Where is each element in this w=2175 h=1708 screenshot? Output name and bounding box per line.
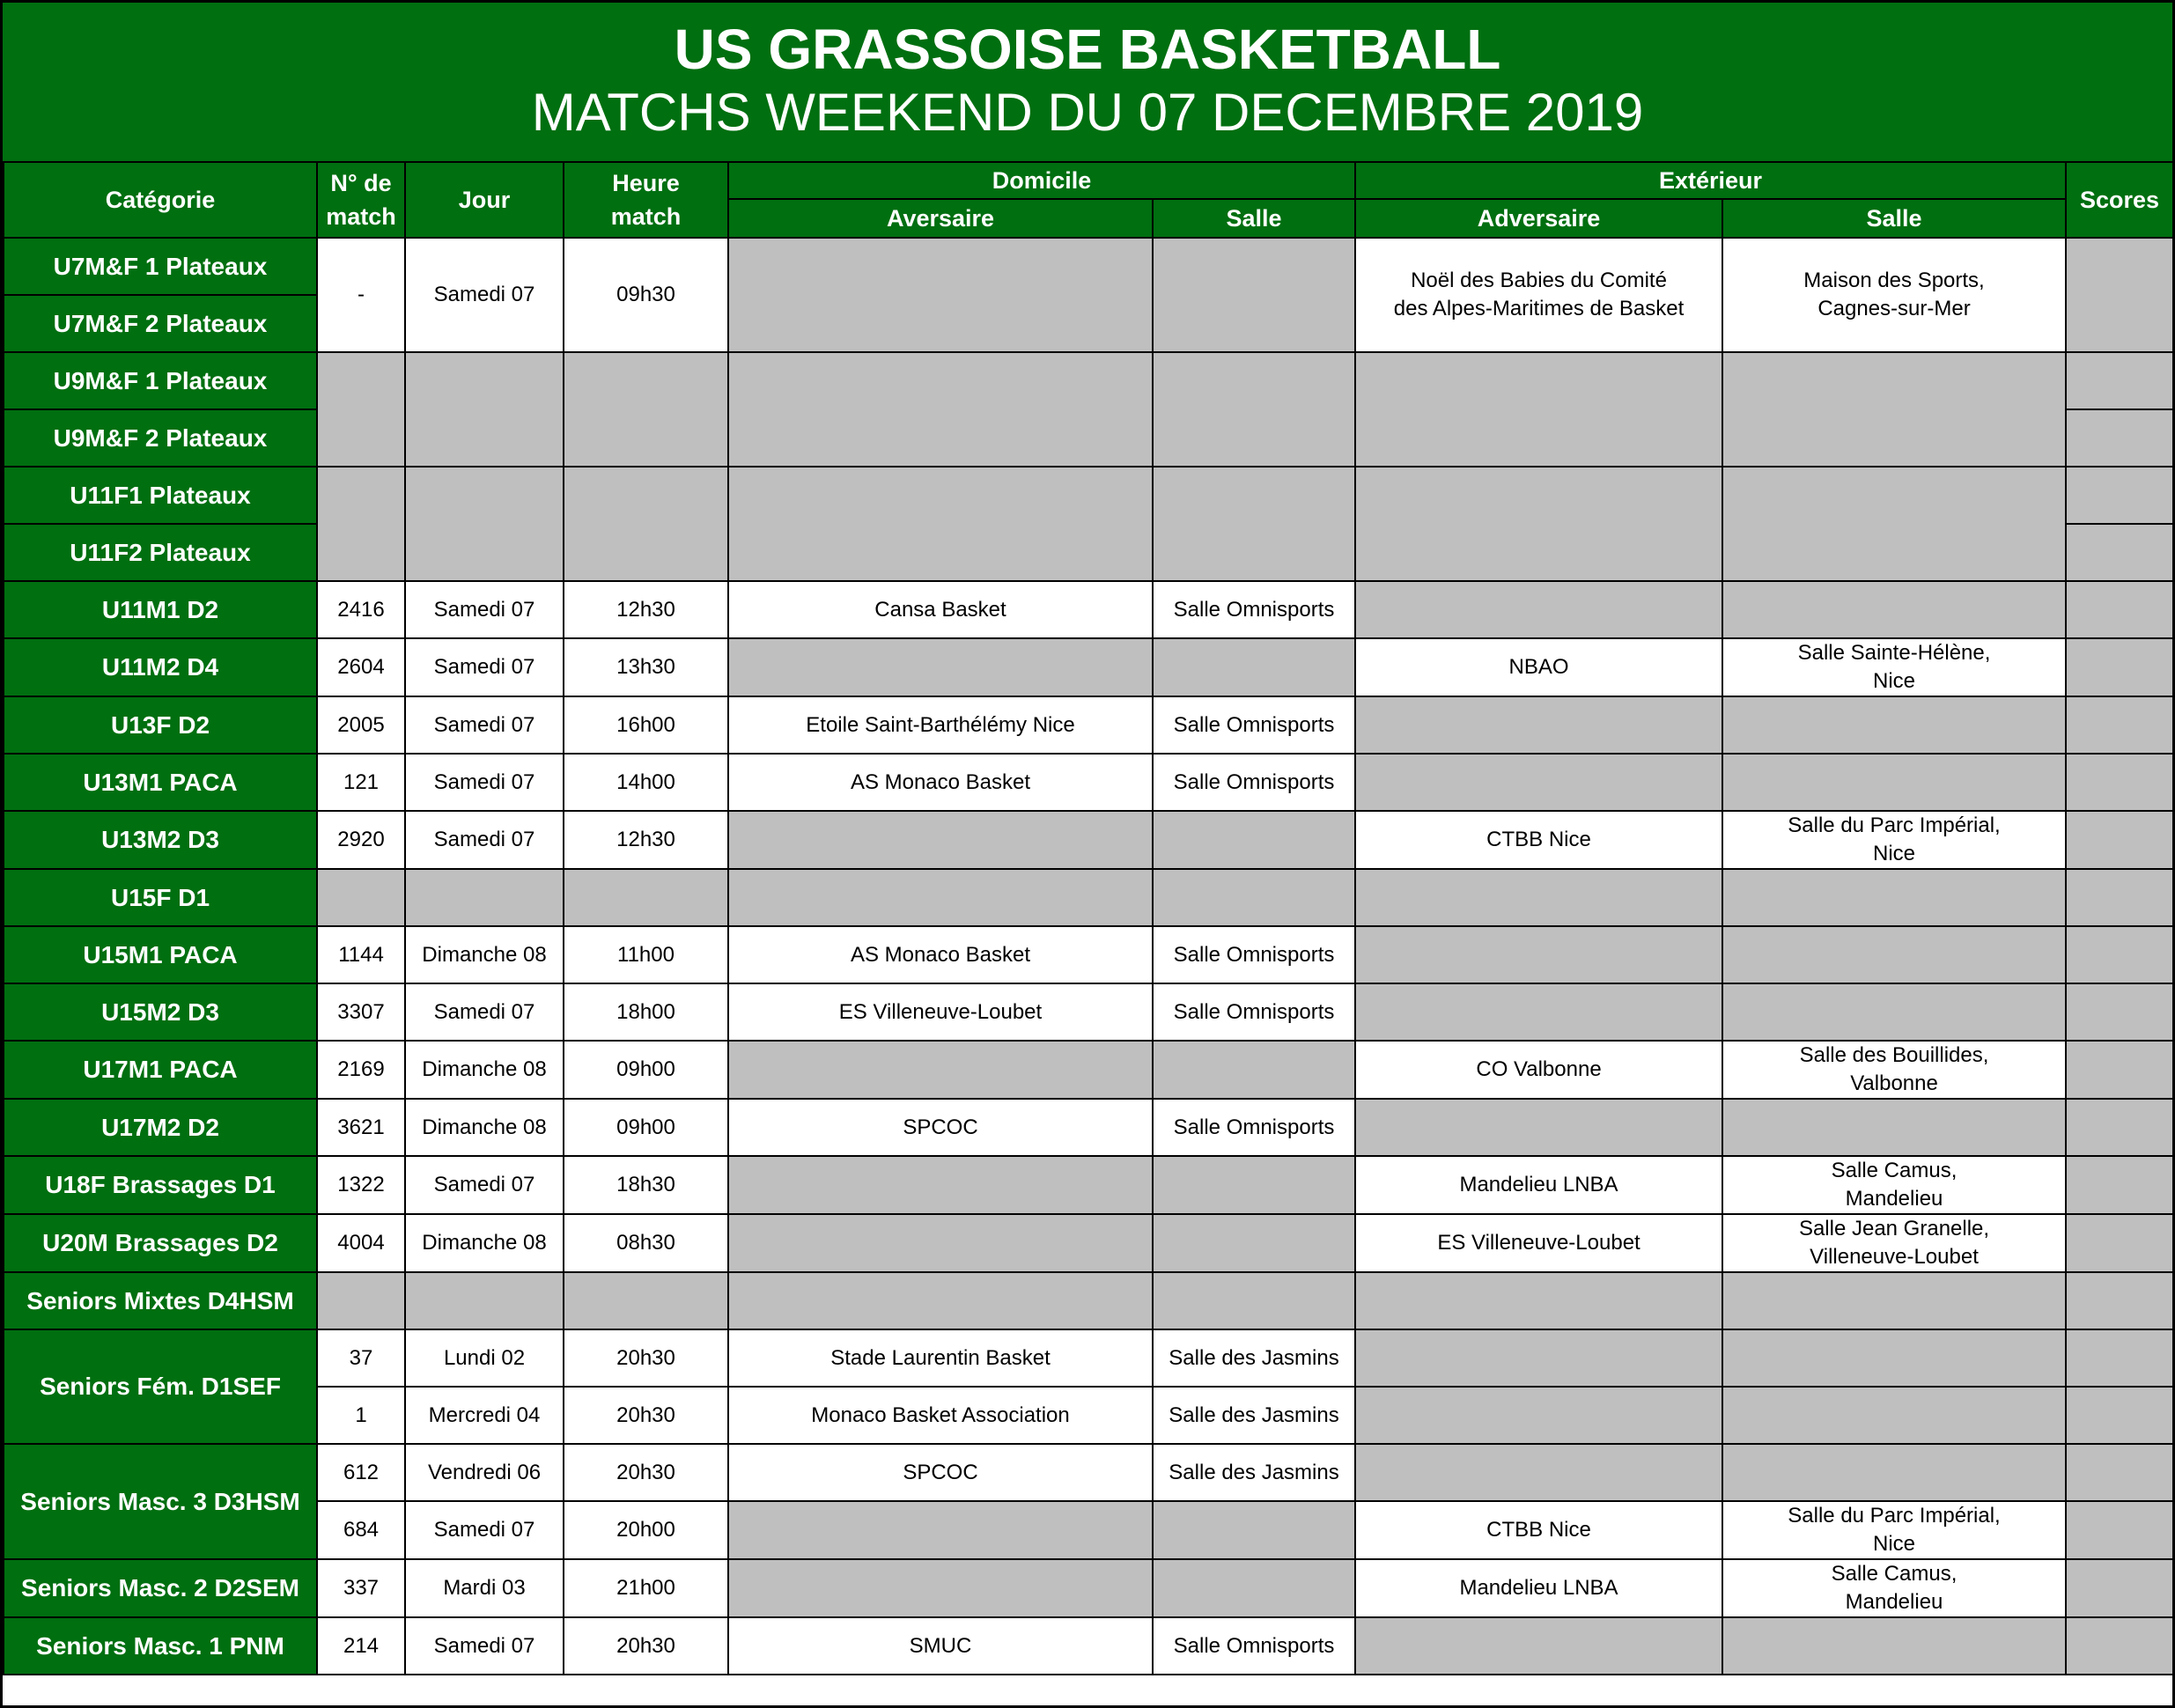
table-row xyxy=(4,1214,2173,1272)
score-cell xyxy=(2066,869,2173,926)
home-opponent-cell: SMUC xyxy=(728,1617,1153,1675)
match-number-cell: 214 xyxy=(317,1617,405,1675)
table-row xyxy=(4,1041,2173,1099)
away-hall-cell: Salle Camus, Mandelieu xyxy=(1722,1156,2066,1214)
home-opponent-cell: Etoile Saint-Barthélémy Nice xyxy=(728,696,1153,754)
home-opponent-cell: Cansa Basket xyxy=(728,581,1153,638)
header-numero: N° de match xyxy=(317,162,405,238)
home-hall-cell xyxy=(1153,811,1355,869)
away-opponent-cell xyxy=(1355,1272,1722,1329)
header-home-hall: Salle xyxy=(1153,199,1355,238)
away-opponent-cell xyxy=(1355,1444,1722,1501)
header-jour: Jour xyxy=(405,162,564,238)
away-opponent-cell xyxy=(1355,983,1722,1041)
score-cell xyxy=(2066,1617,2173,1675)
home-hall-cell xyxy=(1153,467,1355,581)
match-number-cell: 37 xyxy=(317,1329,405,1387)
score-cell xyxy=(2066,638,2173,696)
match-number-cell: 2920 xyxy=(317,811,405,869)
score-cell xyxy=(2066,1272,2173,1329)
table-row xyxy=(4,1501,2173,1559)
category-cell: U13F D2 xyxy=(4,696,317,754)
day-cell: Samedi 07 xyxy=(405,1617,564,1675)
away-opponent-cell xyxy=(1355,926,1722,983)
day-cell xyxy=(405,467,564,581)
home-hall-cell: Salle Omnisports xyxy=(1153,1099,1355,1156)
header-scores: Scores xyxy=(2066,162,2173,238)
score-cell xyxy=(2066,1214,2173,1272)
home-hall-cell: Salle Omnisports xyxy=(1153,754,1355,811)
day-cell: Dimanche 08 xyxy=(405,1041,564,1099)
day-cell: Lundi 02 xyxy=(405,1329,564,1387)
day-cell: Dimanche 08 xyxy=(405,1214,564,1272)
match-number-cell xyxy=(317,869,405,926)
match-number-cell: 684 xyxy=(317,1501,405,1559)
time-cell: 09h00 xyxy=(564,1099,728,1156)
away-opponent-cell xyxy=(1355,869,1722,926)
home-hall-cell: Salle Omnisports xyxy=(1153,696,1355,754)
table-row xyxy=(4,1156,2173,1214)
time-cell xyxy=(564,869,728,926)
time-cell: 20h30 xyxy=(564,1329,728,1387)
home-opponent-cell: AS Monaco Basket xyxy=(728,926,1153,983)
match-number-cell xyxy=(317,467,405,581)
home-hall-cell: Salle Omnisports xyxy=(1153,581,1355,638)
away-hall-cell: Salle du Parc Impérial, Nice xyxy=(1722,1501,2066,1559)
away-hall-cell: Maison des Sports, Cagnes-sur-Mer xyxy=(1722,238,2066,352)
home-hall-cell xyxy=(1153,869,1355,926)
match-number-cell: 2169 xyxy=(317,1041,405,1099)
match-number-cell: 3307 xyxy=(317,983,405,1041)
table-row xyxy=(4,1387,2173,1444)
category-cell: U13M2 D3 xyxy=(4,811,317,869)
home-opponent-cell xyxy=(728,811,1153,869)
time-cell: 20h30 xyxy=(564,1387,728,1444)
category-cell: U15M2 D3 xyxy=(4,983,317,1041)
score-cell xyxy=(2066,696,2173,754)
home-opponent-cell xyxy=(728,869,1153,926)
match-number-cell: 3621 xyxy=(317,1099,405,1156)
header-categorie: Catégorie xyxy=(4,162,317,238)
match-number-cell: 2005 xyxy=(317,696,405,754)
away-opponent-cell: Noël des Babies du Comité des Alpes-Maritimes de Basket xyxy=(1355,238,1722,352)
time-cell: 09h30 xyxy=(564,238,728,352)
score-cell xyxy=(2066,581,2173,638)
home-hall-cell xyxy=(1153,1041,1355,1099)
score-cell xyxy=(2066,1041,2173,1099)
table-row xyxy=(4,1559,2173,1617)
away-hall-cell: Salle Camus, Mandelieu xyxy=(1722,1559,2066,1617)
away-opponent-cell xyxy=(1355,467,1722,581)
away-hall-cell: Salle Sainte-Hélène, Nice xyxy=(1722,638,2066,696)
match-number-cell: 1 xyxy=(317,1387,405,1444)
home-hall-cell: Salle Omnisports xyxy=(1153,926,1355,983)
home-opponent-cell xyxy=(728,352,1153,467)
home-opponent-cell xyxy=(728,1041,1153,1099)
table-row xyxy=(4,467,2173,524)
time-cell: 14h00 xyxy=(564,754,728,811)
away-opponent-cell: CTBB Nice xyxy=(1355,1501,1722,1559)
home-opponent-cell: Monaco Basket Association xyxy=(728,1387,1153,1444)
day-cell: Dimanche 08 xyxy=(405,926,564,983)
away-hall-cell xyxy=(1722,352,2066,467)
away-hall-cell xyxy=(1722,581,2066,638)
time-cell xyxy=(564,1272,728,1329)
match-number-cell: 337 xyxy=(317,1559,405,1617)
time-cell: 08h30 xyxy=(564,1214,728,1272)
home-opponent-cell: SPCOC xyxy=(728,1444,1153,1501)
score-cell xyxy=(2066,1559,2173,1617)
category-cell: U11M1 D2 xyxy=(4,581,317,638)
table-row xyxy=(4,1099,2173,1156)
table-row xyxy=(4,1444,2173,1501)
table-row xyxy=(4,696,2173,754)
away-opponent-cell: CTBB Nice xyxy=(1355,811,1722,869)
away-hall-cell xyxy=(1722,869,2066,926)
weekend-title: MATCHS WEEKEND DU 07 DECEMBRE 2019 xyxy=(531,83,1644,142)
score-cell xyxy=(2066,1387,2173,1444)
score-cell xyxy=(2066,524,2173,581)
home-opponent-cell xyxy=(728,1156,1153,1214)
away-hall-cell xyxy=(1722,1272,2066,1329)
away-opponent-cell xyxy=(1355,581,1722,638)
match-number-cell xyxy=(317,1272,405,1329)
title-banner xyxy=(3,3,2172,164)
time-cell: 16h00 xyxy=(564,696,728,754)
table-row xyxy=(4,1329,2173,1387)
day-cell: Vendredi 06 xyxy=(405,1444,564,1501)
home-hall-cell xyxy=(1153,352,1355,467)
home-opponent-cell: SPCOC xyxy=(728,1099,1153,1156)
header-exterieur: Extérieur xyxy=(1355,162,2066,199)
away-hall-cell: Salle du Parc Impérial, Nice xyxy=(1722,811,2066,869)
home-hall-cell xyxy=(1153,638,1355,696)
day-cell: Mercredi 04 xyxy=(405,1387,564,1444)
day-cell: Samedi 07 xyxy=(405,983,564,1041)
away-hall-cell xyxy=(1722,983,2066,1041)
match-number-cell: 612 xyxy=(317,1444,405,1501)
home-hall-cell: Salle Omnisports xyxy=(1153,983,1355,1041)
category-cell: U9M&F 2 Plateaux xyxy=(4,409,317,467)
match-table xyxy=(3,161,2174,1675)
table-row xyxy=(4,926,2173,983)
score-cell xyxy=(2066,1156,2173,1214)
away-opponent-cell xyxy=(1355,352,1722,467)
table-row xyxy=(4,754,2173,811)
match-number-cell: 121 xyxy=(317,754,405,811)
category-cell: U15M1 PACA xyxy=(4,926,317,983)
home-hall-cell xyxy=(1153,238,1355,352)
day-cell: Samedi 07 xyxy=(405,638,564,696)
match-number-cell: 1322 xyxy=(317,1156,405,1214)
score-cell xyxy=(2066,811,2173,869)
score-cell xyxy=(2066,983,2173,1041)
header-heure: Heure match xyxy=(564,162,728,238)
match-number-cell: 1144 xyxy=(317,926,405,983)
home-hall-cell: Salle Omnisports xyxy=(1153,1617,1355,1675)
category-cell: U7M&F 1 Plateaux xyxy=(4,238,317,295)
away-opponent-cell: CO Valbonne xyxy=(1355,1041,1722,1099)
away-opponent-cell xyxy=(1355,696,1722,754)
away-hall-cell: Salle Jean Granelle, Villeneuve-Loubet xyxy=(1722,1214,2066,1272)
table-row xyxy=(4,983,2173,1041)
category-cell: U17M2 D2 xyxy=(4,1099,317,1156)
day-cell xyxy=(405,869,564,926)
time-cell: 13h30 xyxy=(564,638,728,696)
away-opponent-cell xyxy=(1355,754,1722,811)
home-opponent-cell: ES Villeneuve-Loubet xyxy=(728,983,1153,1041)
category-cell: Seniors Masc. 1 PNM xyxy=(4,1617,317,1675)
away-hall-cell xyxy=(1722,1444,2066,1501)
away-opponent-cell xyxy=(1355,1387,1722,1444)
home-opponent-cell: Stade Laurentin Basket xyxy=(728,1329,1153,1387)
club-title: US GRASSOISE BASKETBALL xyxy=(674,18,1501,81)
home-hall-cell: Salle des Jasmins xyxy=(1153,1329,1355,1387)
score-cell xyxy=(2066,1444,2173,1501)
home-hall-cell xyxy=(1153,1156,1355,1214)
day-cell: Samedi 07 xyxy=(405,754,564,811)
time-cell: 12h30 xyxy=(564,581,728,638)
away-opponent-cell: ES Villeneuve-Loubet xyxy=(1355,1214,1722,1272)
away-hall-cell xyxy=(1722,1329,2066,1387)
home-opponent-cell xyxy=(728,467,1153,581)
day-cell: Dimanche 08 xyxy=(405,1099,564,1156)
match-number-cell: 2416 xyxy=(317,581,405,638)
day-cell: Mardi 03 xyxy=(405,1559,564,1617)
away-hall-cell: Salle des Bouillides, Valbonne xyxy=(1722,1041,2066,1099)
category-cell: Seniors Mixtes D4HSM xyxy=(4,1272,317,1329)
category-cell: U13M1 PACA xyxy=(4,754,317,811)
time-cell: 20h30 xyxy=(564,1617,728,1675)
away-opponent-cell: Mandelieu LNBA xyxy=(1355,1156,1722,1214)
category-cell: U7M&F 2 Plateaux xyxy=(4,295,317,352)
away-opponent-cell: NBAO xyxy=(1355,638,1722,696)
score-cell xyxy=(2066,1329,2173,1387)
table-row xyxy=(4,869,2173,926)
category-cell: U11F1 Plateaux xyxy=(4,467,317,524)
category-cell: U9M&F 1 Plateaux xyxy=(4,352,317,409)
time-cell: 20h30 xyxy=(564,1444,728,1501)
away-hall-cell xyxy=(1722,1617,2066,1675)
score-cell xyxy=(2066,409,2173,467)
home-opponent-cell xyxy=(728,1272,1153,1329)
time-cell: 09h00 xyxy=(564,1041,728,1099)
home-hall-cell xyxy=(1153,1214,1355,1272)
day-cell: Samedi 07 xyxy=(405,696,564,754)
away-hall-cell xyxy=(1722,926,2066,983)
category-cell: U15F D1 xyxy=(4,869,317,926)
away-opponent-cell: Mandelieu LNBA xyxy=(1355,1559,1722,1617)
home-hall-cell xyxy=(1153,1272,1355,1329)
category-cell: U18F Brassages D1 xyxy=(4,1156,317,1214)
away-opponent-cell xyxy=(1355,1329,1722,1387)
header-away-hall: Salle xyxy=(1722,199,2066,238)
score-cell xyxy=(2066,238,2173,352)
match-number-cell xyxy=(317,352,405,467)
home-hall-cell xyxy=(1153,1501,1355,1559)
category-cell: Seniors Masc. 3 D3HSM xyxy=(4,1444,317,1559)
table-row xyxy=(4,581,2173,638)
match-number-cell: 4004 xyxy=(317,1214,405,1272)
home-opponent-cell xyxy=(728,1501,1153,1559)
home-hall-cell: Salle des Jasmins xyxy=(1153,1387,1355,1444)
time-cell xyxy=(564,352,728,467)
category-cell: Seniors Fém. D1SEF xyxy=(4,1329,317,1444)
day-cell: Samedi 07 xyxy=(405,811,564,869)
away-hall-cell xyxy=(1722,696,2066,754)
day-cell xyxy=(405,1272,564,1329)
category-cell: Seniors Masc. 2 D2SEM xyxy=(4,1559,317,1617)
time-cell: 21h00 xyxy=(564,1559,728,1617)
away-opponent-cell xyxy=(1355,1099,1722,1156)
day-cell: Samedi 07 xyxy=(405,1156,564,1214)
day-cell: Samedi 07 xyxy=(405,581,564,638)
day-cell: Samedi 07 xyxy=(405,238,564,352)
home-hall-cell xyxy=(1153,1559,1355,1617)
score-cell xyxy=(2066,926,2173,983)
header-home-opponent: Aversaire xyxy=(728,199,1153,238)
day-cell: Samedi 07 xyxy=(405,1501,564,1559)
away-hall-cell xyxy=(1722,1387,2066,1444)
home-opponent-cell xyxy=(728,238,1153,352)
table-row xyxy=(4,638,2173,696)
home-opponent-cell xyxy=(728,1214,1153,1272)
away-hall-cell xyxy=(1722,1099,2066,1156)
score-cell xyxy=(2066,352,2173,409)
home-opponent-cell xyxy=(728,1559,1153,1617)
time-cell: 11h00 xyxy=(564,926,728,983)
time-cell: 20h00 xyxy=(564,1501,728,1559)
table-row xyxy=(4,1272,2173,1329)
category-cell: U17M1 PACA xyxy=(4,1041,317,1099)
category-cell: U20M Brassages D2 xyxy=(4,1214,317,1272)
score-cell xyxy=(2066,1099,2173,1156)
day-cell xyxy=(405,352,564,467)
home-opponent-cell xyxy=(728,638,1153,696)
score-cell xyxy=(2066,467,2173,524)
category-cell: U11F2 Plateaux xyxy=(4,524,317,581)
table-row xyxy=(4,811,2173,869)
header-away-opponent: Adversaire xyxy=(1355,199,1722,238)
away-hall-cell xyxy=(1722,754,2066,811)
table-row xyxy=(4,352,2173,409)
table-row xyxy=(4,238,2173,295)
time-cell: 12h30 xyxy=(564,811,728,869)
match-number-cell: 2604 xyxy=(317,638,405,696)
time-cell: 18h00 xyxy=(564,983,728,1041)
away-hall-cell xyxy=(1722,467,2066,581)
header-domicile: Domicile xyxy=(728,162,1355,199)
home-opponent-cell: AS Monaco Basket xyxy=(728,754,1153,811)
time-cell: 18h30 xyxy=(564,1156,728,1214)
table-row xyxy=(4,1617,2173,1675)
category-cell: U11M2 D4 xyxy=(4,638,317,696)
score-cell xyxy=(2066,1501,2173,1559)
match-number-cell: - xyxy=(317,238,405,352)
away-opponent-cell xyxy=(1355,1617,1722,1675)
score-cell xyxy=(2066,754,2173,811)
home-hall-cell: Salle des Jasmins xyxy=(1153,1444,1355,1501)
time-cell xyxy=(564,467,728,581)
